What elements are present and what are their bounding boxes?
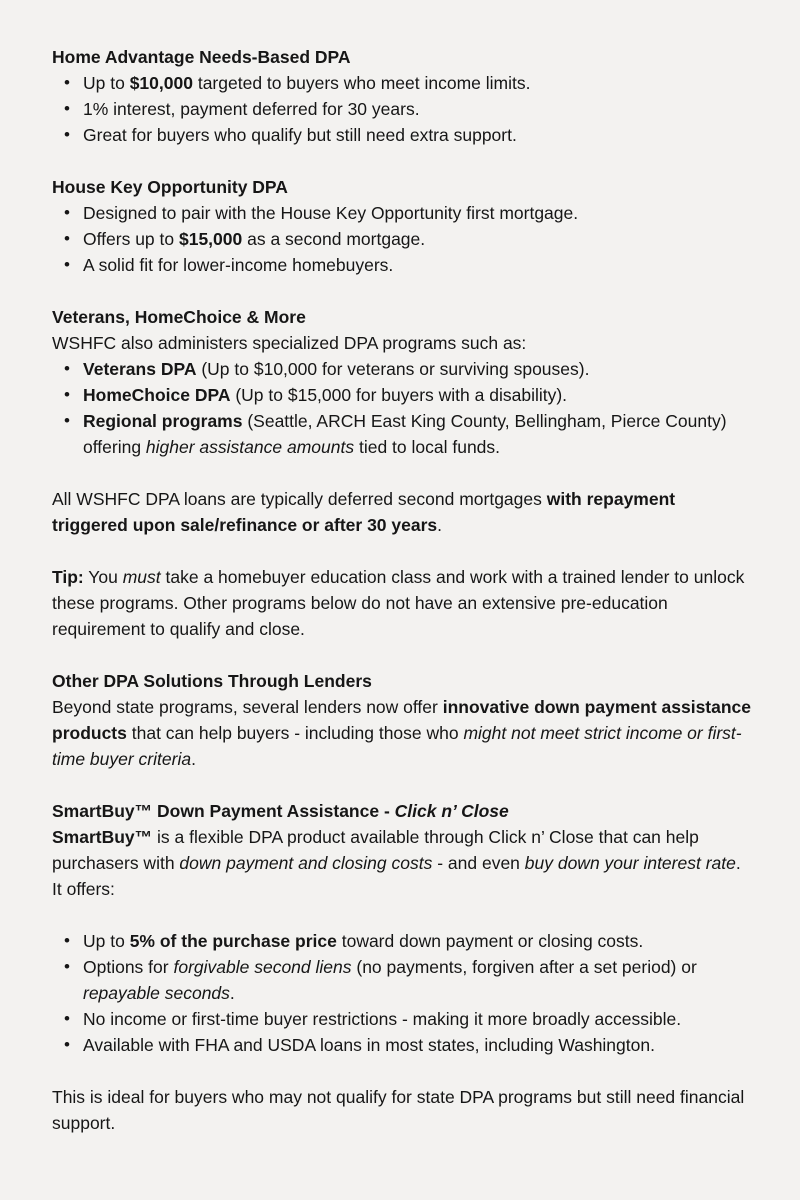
bullet-list [52, 928, 752, 1058]
list-item: • Available with FHA and USDA loans in most states, including Washington. [83, 1032, 752, 1058]
list-item: • Up to $10,000 targeted to buyers who meet income limits. [83, 70, 752, 96]
section-intro: WSHFC also administers specialized DPA programs such as: [52, 333, 527, 353]
document-page [52, 44, 752, 1162]
list-item: • Up to 5% of the purchase price toward down payment or closing costs. [83, 928, 752, 954]
list-item: • Designed to pair with the House Key Opportunity first mortgage. [83, 200, 752, 226]
list-item: • Offers up to $15,000 as a second mortgage. [83, 226, 752, 252]
bullet-list [52, 200, 752, 278]
paragraph-all-wshfc: All WSHFC DPA loans are typically deferred second mortgages with repayment triggered upon sale/refinance or after 30 years. [52, 489, 676, 535]
bullet-list [52, 70, 752, 148]
section-title: SmartBuy™ Down Payment Assistance - Click n’ Close [52, 801, 509, 821]
paragraph-tip: Tip: You must take a homebuyer education class and work with a trained lender to unlock these programs. Other programs below do not have an extensive pre-education requirement to qualify and close. [52, 567, 745, 639]
section-title: House Key Opportunity DPA [52, 177, 288, 197]
list-item: • Regional programs (Seattle, ARCH East King County, Bellingham, Pierce County) offering higher assistance amounts tied to local funds. [83, 408, 752, 460]
section-title: Other DPA Solutions Through Lenders [52, 671, 372, 691]
section-title: Home Advantage Needs-Based DPA [52, 47, 351, 67]
section-smartbuy [52, 798, 752, 1058]
bullet-list [52, 356, 752, 460]
list-item: • 1% interest, payment deferred for 30 years. [83, 96, 752, 122]
list-item: • Veterans DPA (Up to $10,000 for veterans or surviving spouses). [83, 356, 752, 382]
list-item: • A solid fit for lower-income homebuyers. [83, 252, 752, 278]
section-house-key [52, 174, 752, 278]
list-item: • Options for forgivable second liens (no payments, forgiven after a set period) or repayable seconds. [83, 954, 752, 1006]
section-other-dpa: Other DPA Solutions Through Lenders Beyond state programs, several lenders now offer innovative down payment assistance products that can help buyers - including those who might not meet strict income or first-time buyer criteria. [52, 668, 752, 772]
list-item: • HomeChoice DPA (Up to $15,000 for buyers with a disability). [83, 382, 752, 408]
section-home-advantage [52, 44, 752, 148]
smartbuy-description: SmartBuy™ is a flexible DPA product available through Click n’ Close that can help purchasers with down payment and closing costs - and even buy down your interest rate. It offers: [52, 827, 741, 899]
tip-label: Tip: [52, 567, 84, 587]
list-item: • Great for buyers who qualify but still need extra support. [83, 122, 752, 148]
paragraph-closing: This is ideal for buyers who may not qualify for state DPA programs but still need financial support. [52, 1087, 745, 1133]
section-title: Veterans, HomeChoice & More [52, 307, 306, 327]
section-veterans [52, 304, 752, 460]
list-item: • No income or first-time buyer restrictions - making it more broadly accessible. [83, 1006, 752, 1032]
